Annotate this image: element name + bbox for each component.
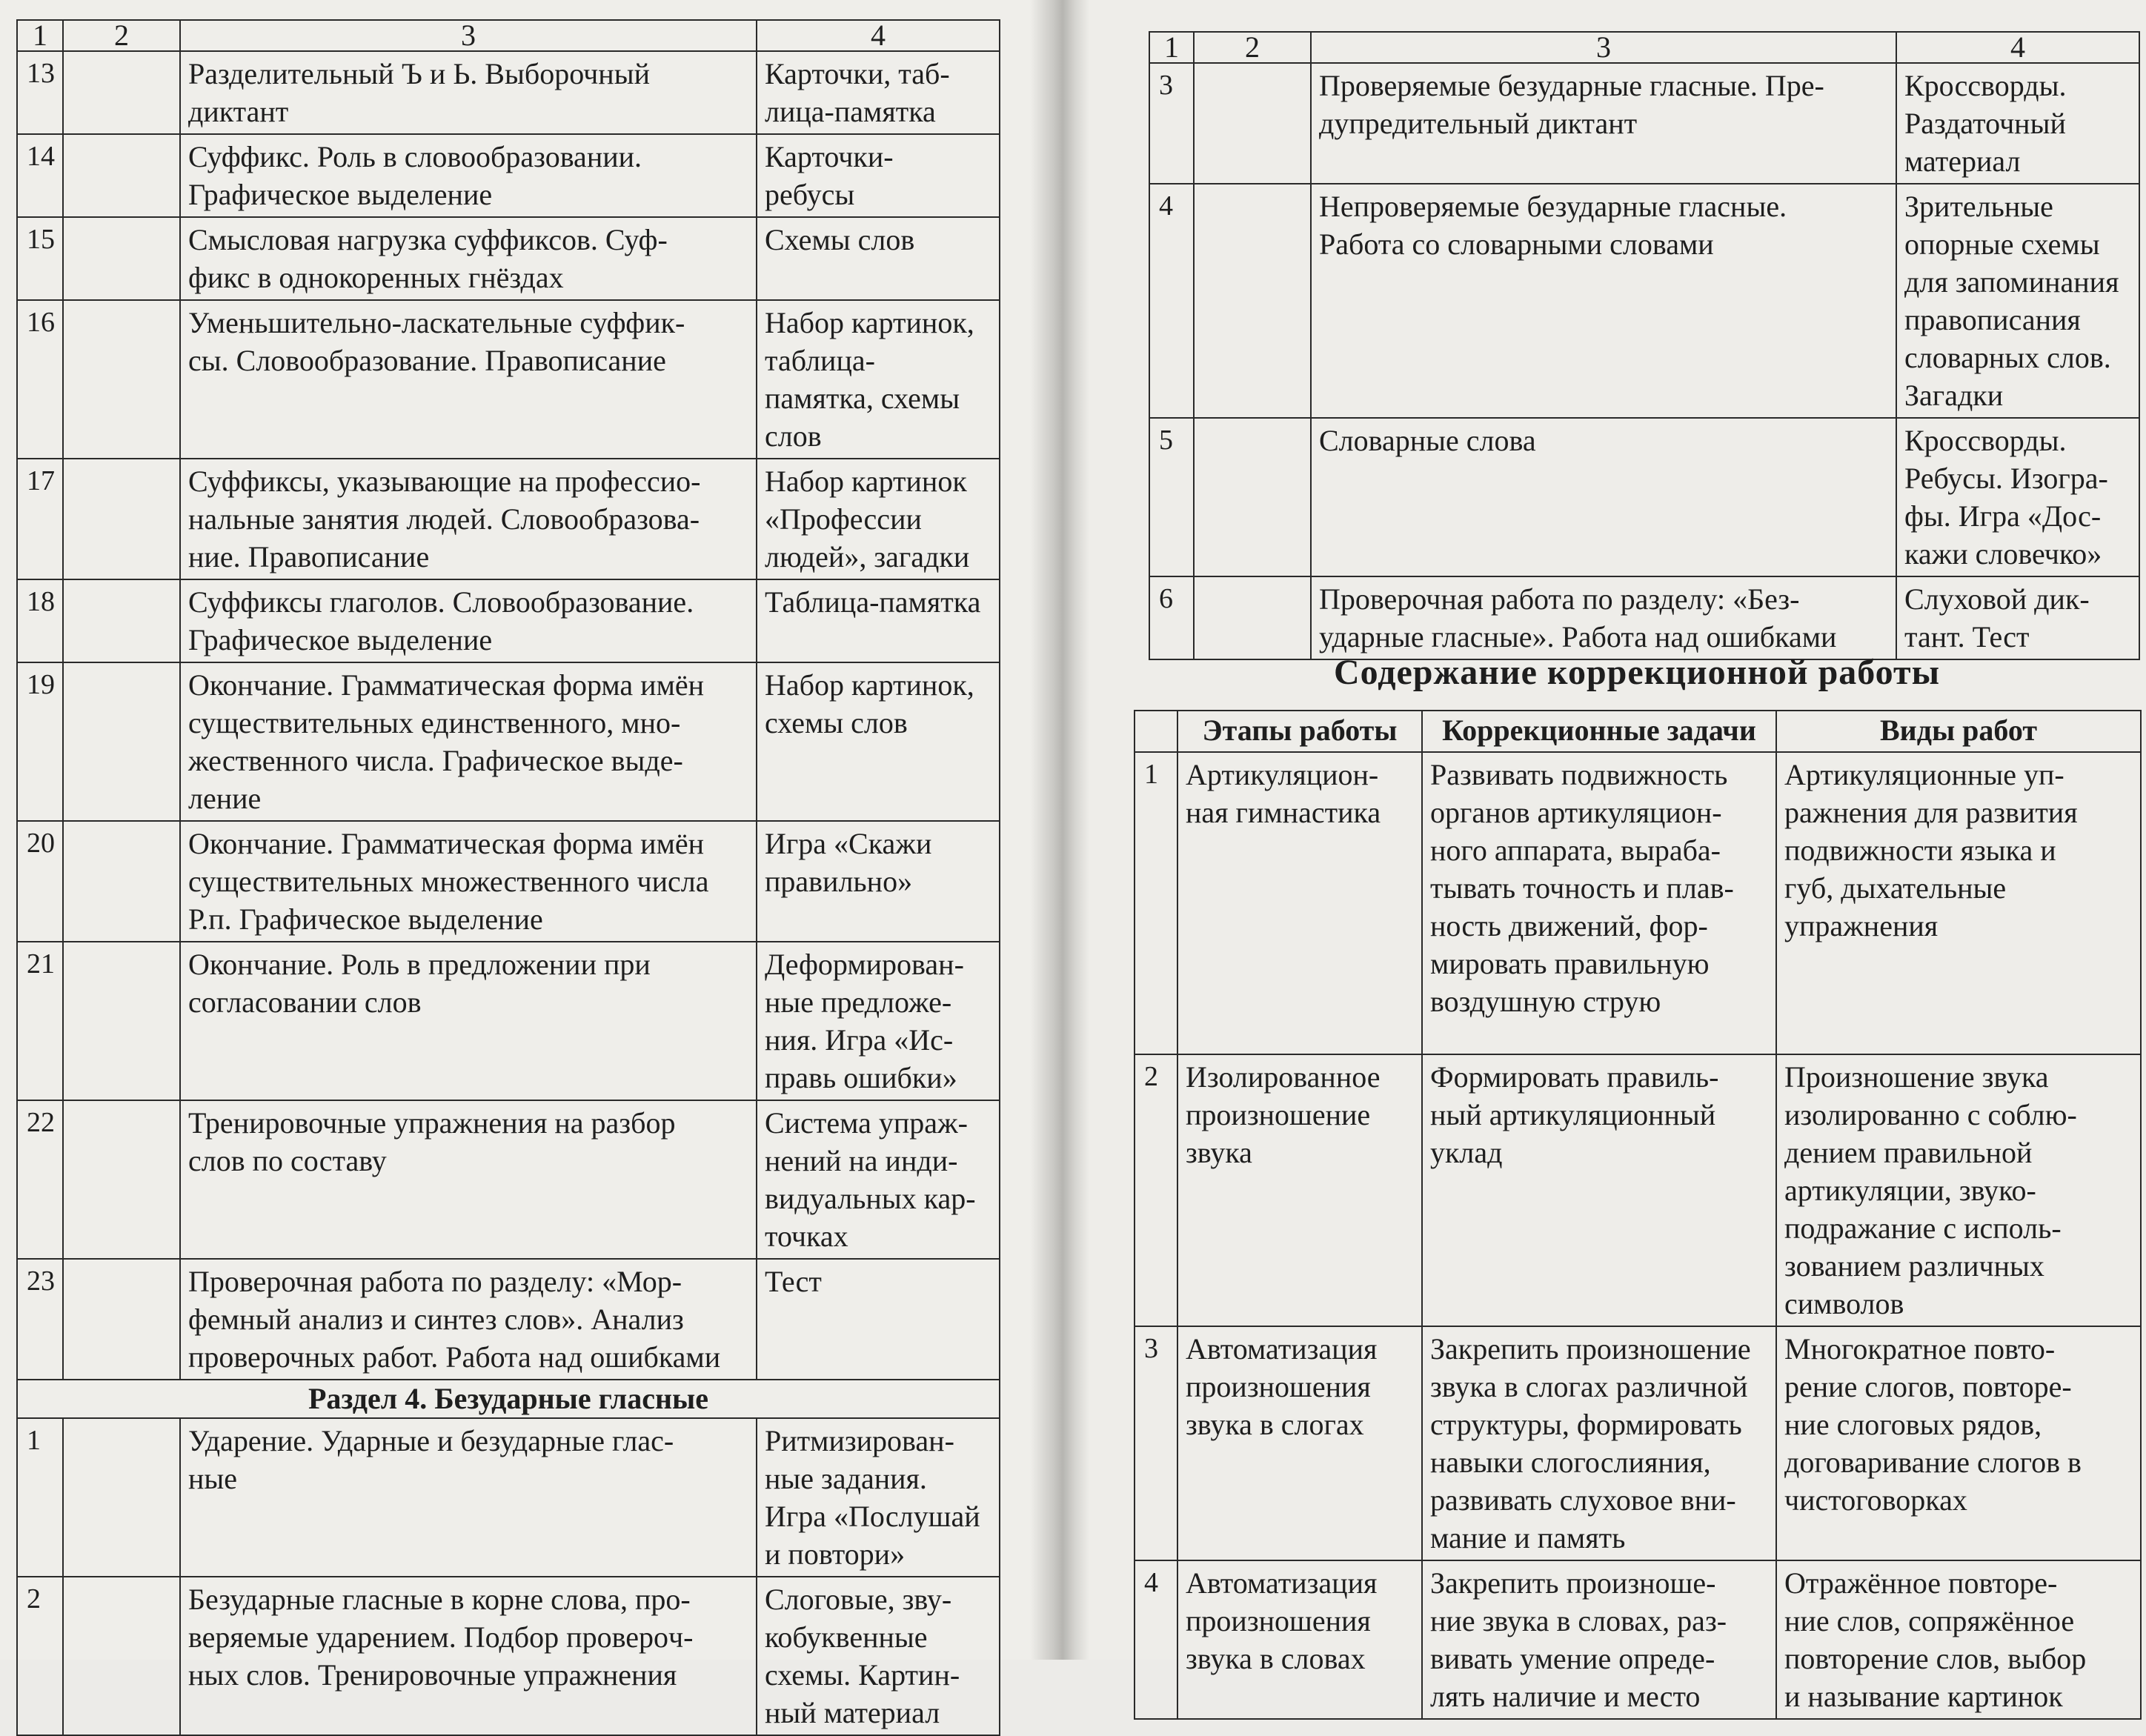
column-number: 1 <box>17 20 63 51</box>
hours-cell <box>63 459 180 579</box>
lesson-topic: Окончание. Роль в предложении при согласовании слов <box>180 942 757 1100</box>
lesson-topic: Суффикс. Роль в словообразовании. Графическое выделение <box>180 134 757 217</box>
hours-cell <box>63 1577 180 1735</box>
table-row <box>1135 1054 2141 1326</box>
correction-tasks: Закрепить произноше- ние звука в словах, раз- вивать умение опреде- лять наличие и место <box>1422 1560 1776 1719</box>
table-row <box>1149 418 2139 576</box>
hours-cell <box>63 51 180 134</box>
lesson-number: 14 <box>17 134 63 217</box>
lesson-materials: Игра «Скажи правильно» <box>757 821 1000 942</box>
lesson-materials: Ритмизирован- ные задания. Игра «Послушай и повтори» <box>757 1418 1000 1577</box>
hours-cell <box>63 579 180 662</box>
hours-cell <box>63 662 180 821</box>
lesson-materials: Схемы слов <box>757 217 1000 300</box>
hours-cell <box>1194 63 1311 184</box>
column-number: 3 <box>180 20 757 51</box>
work-stage: Артикуляцион- ная гимнастика <box>1177 752 1422 1054</box>
lesson-topic: Уменьшительно-ласкательные суффик- сы. Словообразование. Правописание <box>180 300 757 459</box>
stage-number: 4 <box>1135 1560 1177 1719</box>
left-page <box>0 0 1030 1729</box>
lesson-materials: Карточки, таб- лица-памятка <box>757 51 1000 134</box>
lesson-topic: Проверочная работа по разделу: «Без- ударные гласные». Работа над ошибками <box>1311 576 1896 659</box>
hours-cell <box>1194 418 1311 576</box>
lesson-materials: Зрительные опорные схемы для запоминания правописания словарных слов. Загадки <box>1896 184 2139 418</box>
correction-tasks-header: Коррекционные задачи <box>1422 711 1776 752</box>
right-page <box>1089 0 2146 1713</box>
hours-cell <box>63 1100 180 1259</box>
lesson-number: 4 <box>1149 184 1194 418</box>
lesson-topic: Безударные гласные в корне слова, про- веряемые ударением. Подбор проверoч- ных слов. Тренировочные упражнения <box>180 1577 757 1735</box>
lesson-number: 23 <box>17 1259 63 1380</box>
table-row <box>1149 184 2139 418</box>
lesson-topic: Суффиксы, указывающие на профессио- нальные занятия людей. Словообразова- ние. Правописание <box>180 459 757 579</box>
lesson-topic: Проверочная работа по разделу: «Мор- фемный анализ и синтез слов». Анализ проверочных работ. Работа над ошибками <box>180 1259 757 1380</box>
lesson-materials: Таблица-памятка <box>757 579 1000 662</box>
column-number: 2 <box>63 20 180 51</box>
correction-types-header: Виды работ <box>1776 711 2141 752</box>
lesson-number: 15 <box>17 217 63 300</box>
hours-cell <box>1194 184 1311 418</box>
table-row <box>1135 1560 2141 1719</box>
hours-cell <box>1194 576 1311 659</box>
work-types: Многократное повто- рение слогов, повторе- ние слоговых рядов, договаривание слогов в чистоговорках <box>1776 1326 2141 1560</box>
table-row <box>1135 752 2141 1054</box>
table-row <box>17 942 1000 1100</box>
work-types: Отражённое повторе- ние слов, сопряжённое повторение слов, выбор и называние картинок <box>1776 1560 2141 1719</box>
work-stage: Автоматизация произношения звука в словах <box>1177 1560 1422 1719</box>
lesson-number: 19 <box>17 662 63 821</box>
table-row <box>1149 576 2139 659</box>
table-row <box>17 51 1000 134</box>
lesson-number: 16 <box>17 300 63 459</box>
lesson-number: 5 <box>1149 418 1194 576</box>
section-heading: Раздел 4. Безударные гласные <box>17 1380 1000 1418</box>
lesson-topic: Окончание. Грамматическая форма имён существительных единственного, мно- жественного числа. Графическое выде- ление <box>180 662 757 821</box>
lesson-materials: Слуховой дик- тант. Тест <box>1896 576 2139 659</box>
stage-number: 2 <box>1135 1054 1177 1326</box>
table-row <box>17 662 1000 821</box>
lesson-materials: Кроссворды. Раздаточный материал <box>1896 63 2139 184</box>
lesson-number: 22 <box>17 1100 63 1259</box>
table-row <box>17 579 1000 662</box>
column-number: 3 <box>1311 32 1896 63</box>
lesson-topic: Окончание. Грамматическая форма имён существительных множественного числа Р.п. Графическое выделение <box>180 821 757 942</box>
work-types: Произношение звука изолированно с соблю- дением правильной артикуляции, звуко- подражание с исполь- зованием различных символов <box>1776 1054 2141 1326</box>
hours-cell <box>63 1259 180 1380</box>
lesson-topic: Тренировочные упражнения на разбор слов по составу <box>180 1100 757 1259</box>
hours-cell <box>63 1418 180 1577</box>
hours-cell <box>63 134 180 217</box>
lesson-topic: Проверяемые безударные гласные. Пре- дупредительный диктант <box>1311 63 1896 184</box>
hours-cell <box>63 821 180 942</box>
lesson-topic: Словарные слова <box>1311 418 1896 576</box>
column-number: 1 <box>1149 32 1194 63</box>
table-row <box>17 1259 1000 1380</box>
column-number-row <box>17 20 1000 51</box>
table-row <box>17 217 1000 300</box>
correction-tasks: Закрепить произношение звука в слогах различной структуры, формировать навыки слогослияния, развивать слуховое вни- мание и память <box>1422 1326 1776 1560</box>
lesson-materials: Набор картинок, таблица- памятка, схемы слов <box>757 300 1000 459</box>
correction-section-title: Содержание коррекционной работы <box>1333 653 1941 692</box>
lesson-materials: Слоговые, зву- кобуквенные схемы. Картин- ный материал <box>757 1577 1000 1735</box>
lesson-materials: Тест <box>757 1259 1000 1380</box>
correction-header-row <box>1135 711 2141 752</box>
lesson-materials: Карточки- ребусы <box>757 134 1000 217</box>
stage-number: 3 <box>1135 1326 1177 1560</box>
correction-table <box>1134 710 2142 1720</box>
lesson-topic: Суффиксы глаголов. Словообразование. Графическое выделение <box>180 579 757 662</box>
work-stage: Автоматизация произношения звука в слогах <box>1177 1326 1422 1560</box>
table-row <box>1149 63 2139 184</box>
lesson-number: 1 <box>17 1418 63 1577</box>
lesson-topic: Разделительный Ъ и Ь. Выборочный диктант <box>180 51 757 134</box>
lesson-materials: Кроссворды. Ребусы. Изогра- фы. Игра «Дос- кажи словечко» <box>1896 418 2139 576</box>
table-row <box>17 459 1000 579</box>
column-number: 4 <box>757 20 1000 51</box>
hours-cell <box>63 300 180 459</box>
lesson-topic: Непроверяемые безударные гласные. Работа со словарными словами <box>1311 184 1896 418</box>
table-row <box>17 1100 1000 1259</box>
lesson-number: 18 <box>17 579 63 662</box>
lesson-number: 2 <box>17 1577 63 1735</box>
table-row <box>17 300 1000 459</box>
column-number-row <box>1149 32 2139 63</box>
lesson-materials: Система упраж- нений на инди- видуальных кар- точках <box>757 1100 1000 1259</box>
lesson-materials: Набор картинок «Профессии людей», загадки <box>757 459 1000 579</box>
lesson-number: 21 <box>17 942 63 1100</box>
lesson-number: 17 <box>17 459 63 579</box>
lesson-materials: Набор картинок, схемы слов <box>757 662 1000 821</box>
column-number: 2 <box>1194 32 1311 63</box>
table-row <box>17 821 1000 942</box>
table-row <box>1135 1326 2141 1560</box>
lesson-topic: Ударение. Ударные и безударные глас- ные <box>180 1418 757 1577</box>
table-row <box>17 134 1000 217</box>
hours-cell <box>63 942 180 1100</box>
header-number-cell <box>1135 711 1177 752</box>
table-row <box>17 1418 1000 1577</box>
stage-number: 1 <box>1135 752 1177 1054</box>
lesson-number: 6 <box>1149 576 1194 659</box>
correction-stage-header: Этапы работы <box>1177 711 1422 752</box>
work-types: Артикуляционные уп- ражнения для развития подвижности языка и губ, дыхательные упражнения <box>1776 752 2141 1054</box>
left-lesson-table <box>16 19 1000 1736</box>
correction-tasks: Формировать правиль- ный артикуляционный уклад <box>1422 1054 1776 1326</box>
correction-tasks: Развивать подвижность органов артикуляцион- ного аппарата, выраба- тывать точность и плав- ность движений, фор- мировать правильную воздушную струю <box>1422 752 1776 1054</box>
table-row <box>17 1577 1000 1735</box>
lesson-materials: Деформирован- ные предложе- ния. Игра «Ис- правь ошибки» <box>757 942 1000 1100</box>
column-number: 4 <box>1896 32 2139 63</box>
hours-cell <box>63 217 180 300</box>
book-gutter <box>1030 0 1089 1660</box>
table-row <box>17 1380 1000 1418</box>
lesson-number: 20 <box>17 821 63 942</box>
lesson-number: 3 <box>1149 63 1194 184</box>
right-lesson-table <box>1149 31 2140 660</box>
lesson-topic: Смысловая нагрузка суффиксов. Суф- фикс в однокоренных гнёздах <box>180 217 757 300</box>
lesson-number: 13 <box>17 51 63 134</box>
work-stage: Изолированное произношение звука <box>1177 1054 1422 1326</box>
